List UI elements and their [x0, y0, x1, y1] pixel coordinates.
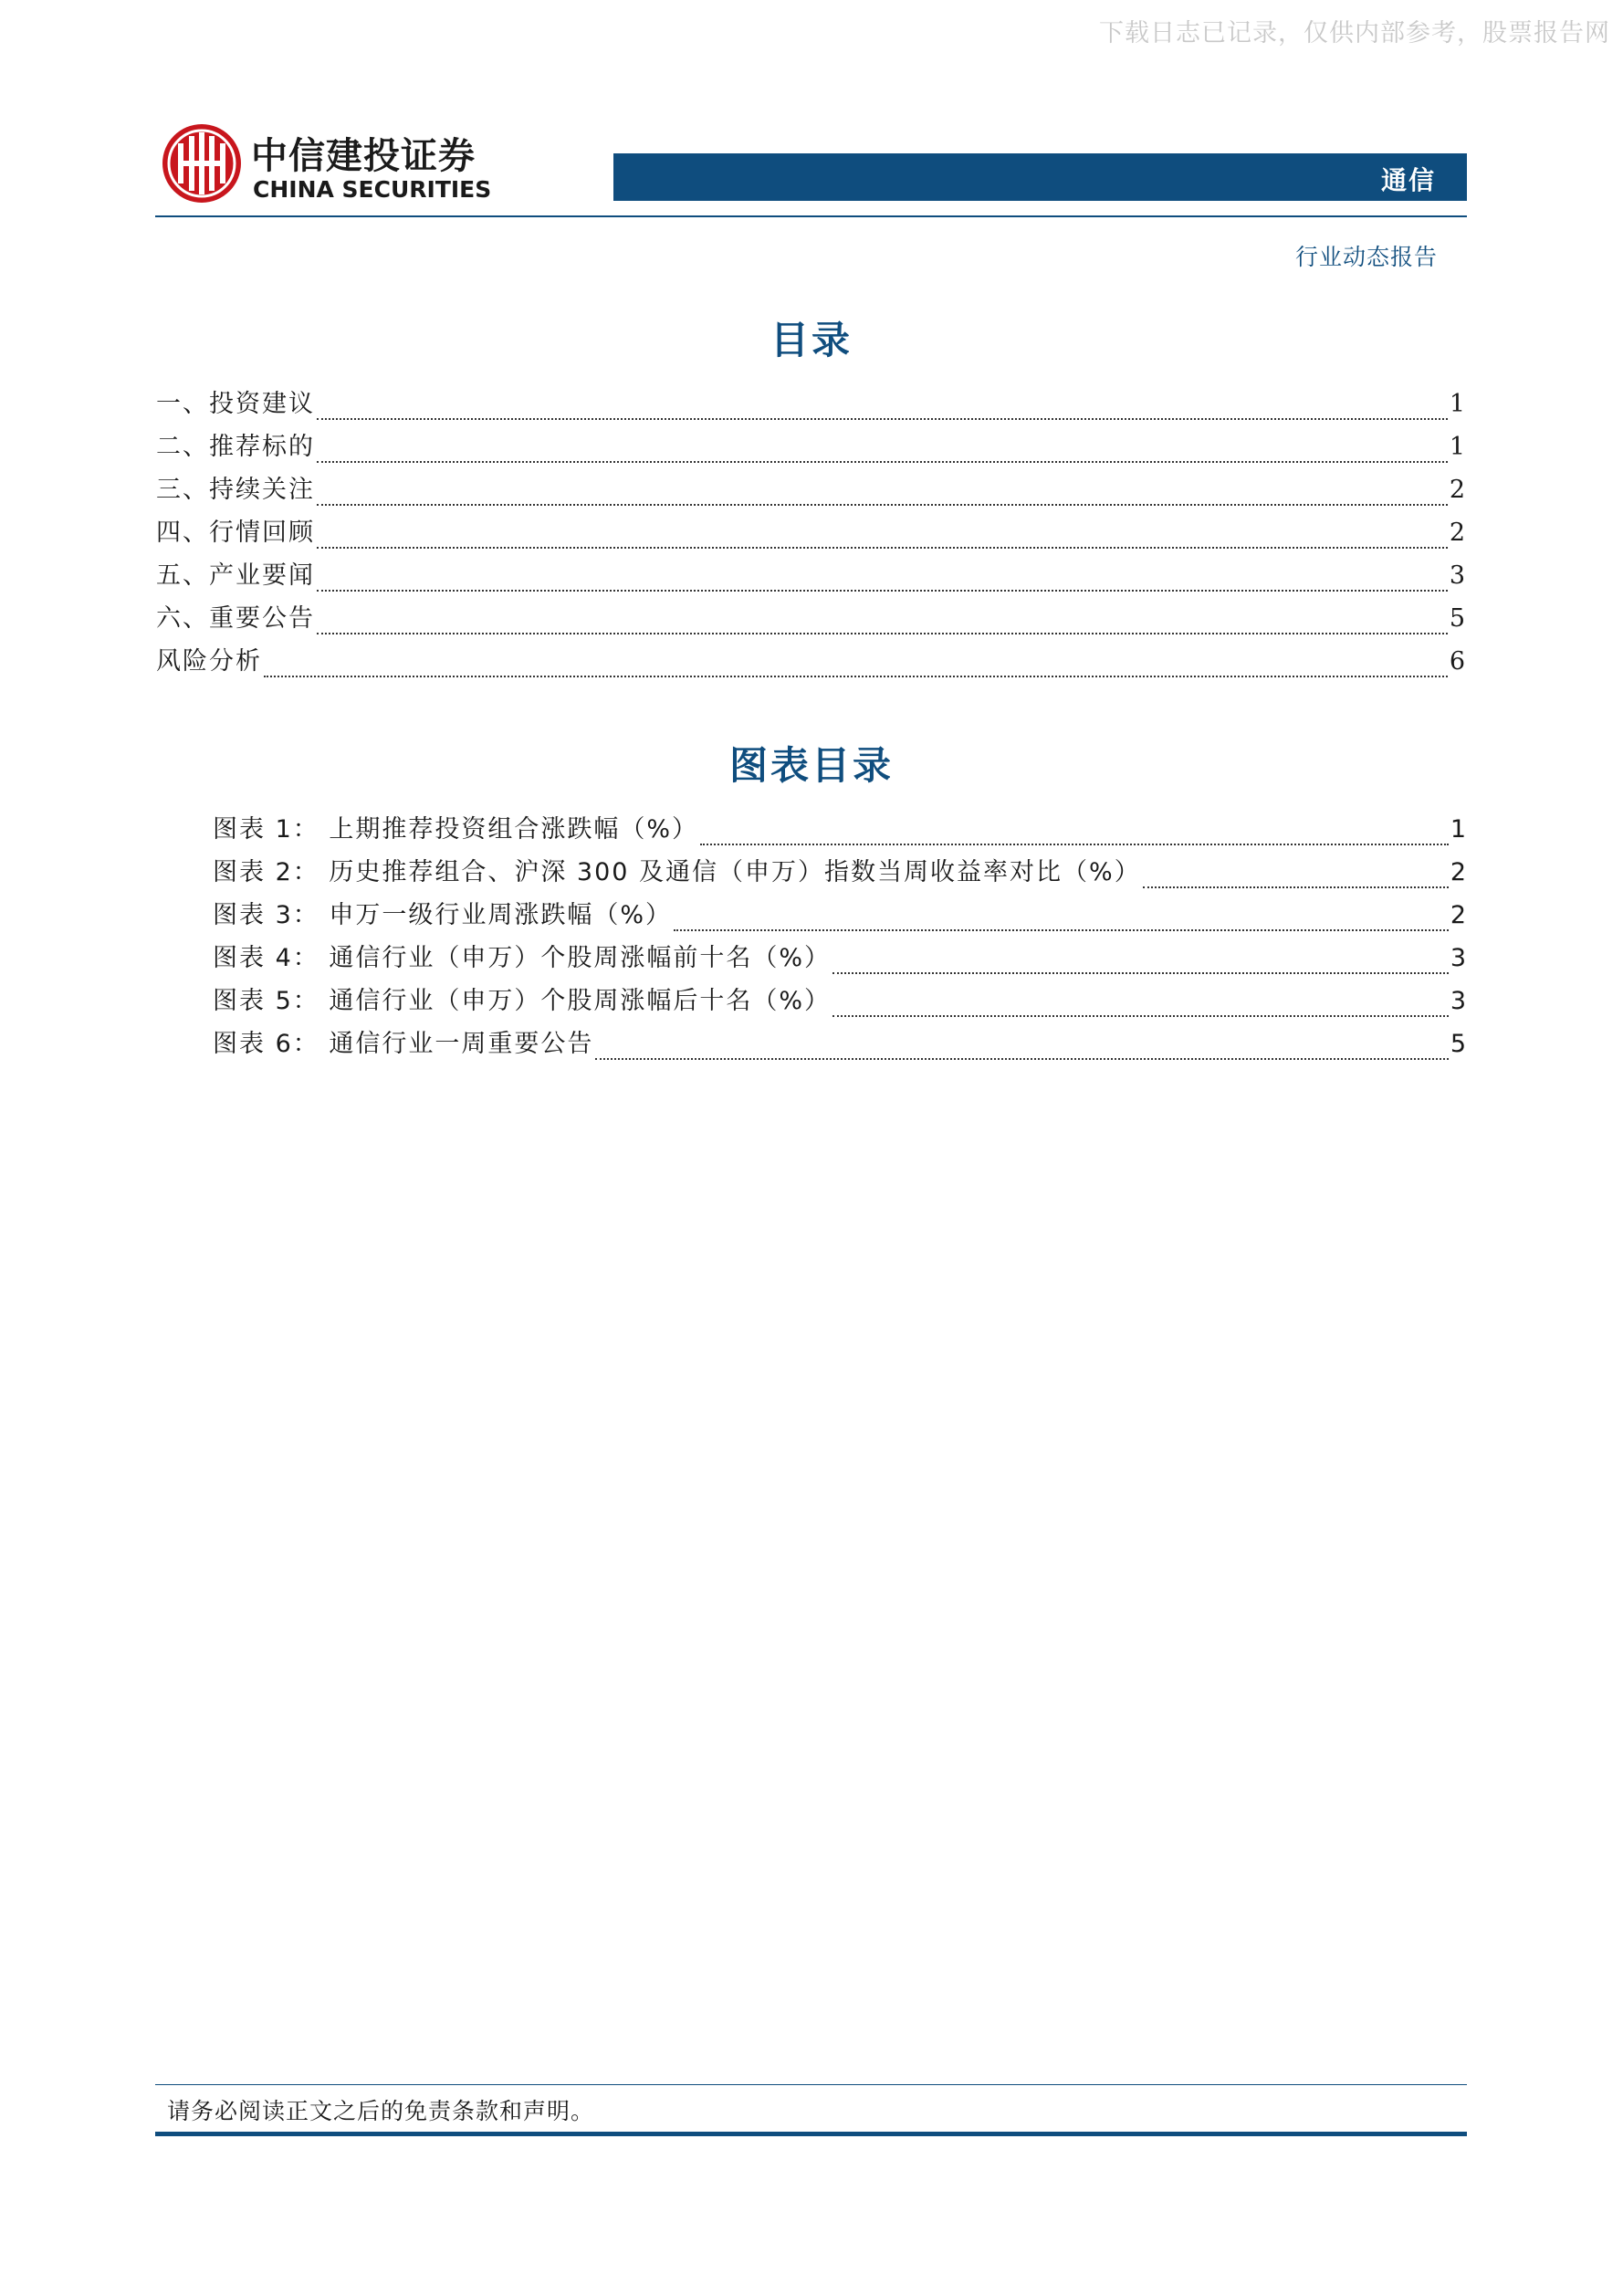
report-type: 行业动态报告	[1294, 244, 1438, 270]
toc-leader-dots	[832, 972, 1449, 974]
toc-entry-label: 一、投资建议	[156, 390, 315, 418]
toc-entry-page: 1	[1449, 433, 1467, 461]
toc-entry-page: 2	[1449, 519, 1467, 547]
toc-entry-label: 五、产业要闻	[156, 561, 315, 590]
toc-leader-dots	[1143, 886, 1449, 888]
logo-english-name: CHINA SECURITIES	[253, 176, 492, 203]
toc-entry-page: 1	[1449, 390, 1467, 418]
figure-toc-entry-page: 5	[1450, 1030, 1467, 1058]
figure-toc-entry-label: 图表 4： 通信行业（申万）个股周涨幅前十名（%）	[213, 944, 831, 972]
toc-entry[interactable]	[156, 555, 1467, 598]
company-logo	[160, 121, 516, 213]
toc-entry-page: 6	[1449, 647, 1467, 676]
toc-leader-dots	[317, 547, 1448, 549]
logo-emblem-icon	[160, 121, 244, 205]
figure-toc-entry[interactable]	[213, 938, 1467, 980]
footer-divider	[155, 2084, 1467, 2085]
toc-entry[interactable]	[156, 383, 1467, 426]
figure-toc-entry[interactable]	[213, 1023, 1467, 1066]
toc-entry[interactable]	[156, 598, 1467, 641]
toc-entry-page: 2	[1449, 476, 1467, 504]
toc-entry-label: 风险分析	[156, 647, 262, 676]
sector-banner	[613, 153, 1467, 201]
sector-label: 通信	[1380, 165, 1436, 195]
toc-leader-dots	[317, 461, 1448, 463]
toc-leader-dots	[595, 1058, 1448, 1060]
figure-toc-entry-label: 图表 2： 历史推荐组合、沪深 300 及通信（申万）指数当周收益率对比（%）	[213, 858, 1141, 886]
toc-entry[interactable]	[156, 469, 1467, 512]
footer-bar	[155, 2132, 1467, 2136]
toc-leader-dots	[674, 929, 1449, 931]
header-divider	[155, 215, 1467, 217]
figure-toc-entry[interactable]	[213, 809, 1467, 852]
logo-chinese-name: 中信建投证券	[251, 135, 476, 177]
figure-toc-entry-page: 2	[1450, 901, 1467, 929]
toc-leader-dots	[832, 1015, 1449, 1017]
toc-entry-label: 三、持续关注	[156, 476, 315, 504]
figure-toc-entry-page: 1	[1450, 815, 1467, 844]
figure-toc-entry[interactable]	[213, 980, 1467, 1023]
figure-table-of-contents	[213, 809, 1467, 1066]
toc-entry[interactable]	[156, 426, 1467, 469]
toc-entry[interactable]	[156, 641, 1467, 684]
toc-leader-dots	[317, 590, 1448, 592]
footer-disclaimer: 请务必阅读正文之后的免责条款和声明。	[167, 2098, 595, 2124]
figure-toc-entry-page: 3	[1450, 944, 1467, 972]
toc-leader-dots	[700, 844, 1449, 845]
toc-leader-dots	[264, 676, 1448, 677]
toc-title: 目录	[770, 318, 853, 362]
figure-toc-title: 图表目录	[728, 743, 894, 788]
figure-toc-entry-label: 图表 6： 通信行业一周重要公告	[213, 1030, 594, 1058]
figure-toc-entry-label: 图表 3： 申万一级行业周涨跌幅（%）	[213, 901, 672, 929]
toc-entry[interactable]	[156, 512, 1467, 555]
figure-toc-entry-page: 3	[1450, 987, 1467, 1015]
toc-entry-page: 3	[1449, 561, 1467, 590]
figure-toc-entry-page: 2	[1450, 858, 1467, 886]
toc-leader-dots	[317, 504, 1448, 506]
figure-toc-entry-label: 图表 1： 上期推荐投资组合涨跌幅（%）	[213, 815, 698, 844]
toc-entry-label: 二、推荐标的	[156, 433, 315, 461]
toc-leader-dots	[317, 633, 1448, 634]
figure-toc-entry[interactable]	[213, 895, 1467, 938]
toc-entry-label: 四、行情回顾	[156, 519, 315, 547]
figure-toc-entry-label: 图表 5： 通信行业（申万）个股周涨幅后十名（%）	[213, 987, 831, 1015]
figure-toc-entry[interactable]	[213, 852, 1467, 895]
toc-entry-label: 六、重要公告	[156, 604, 315, 633]
table-of-contents	[156, 383, 1467, 684]
toc-entry-page: 5	[1449, 604, 1467, 633]
toc-leader-dots	[317, 418, 1448, 420]
watermark: 下载日志已记录，仅供内部参考，股票报告网	[1099, 19, 1610, 47]
